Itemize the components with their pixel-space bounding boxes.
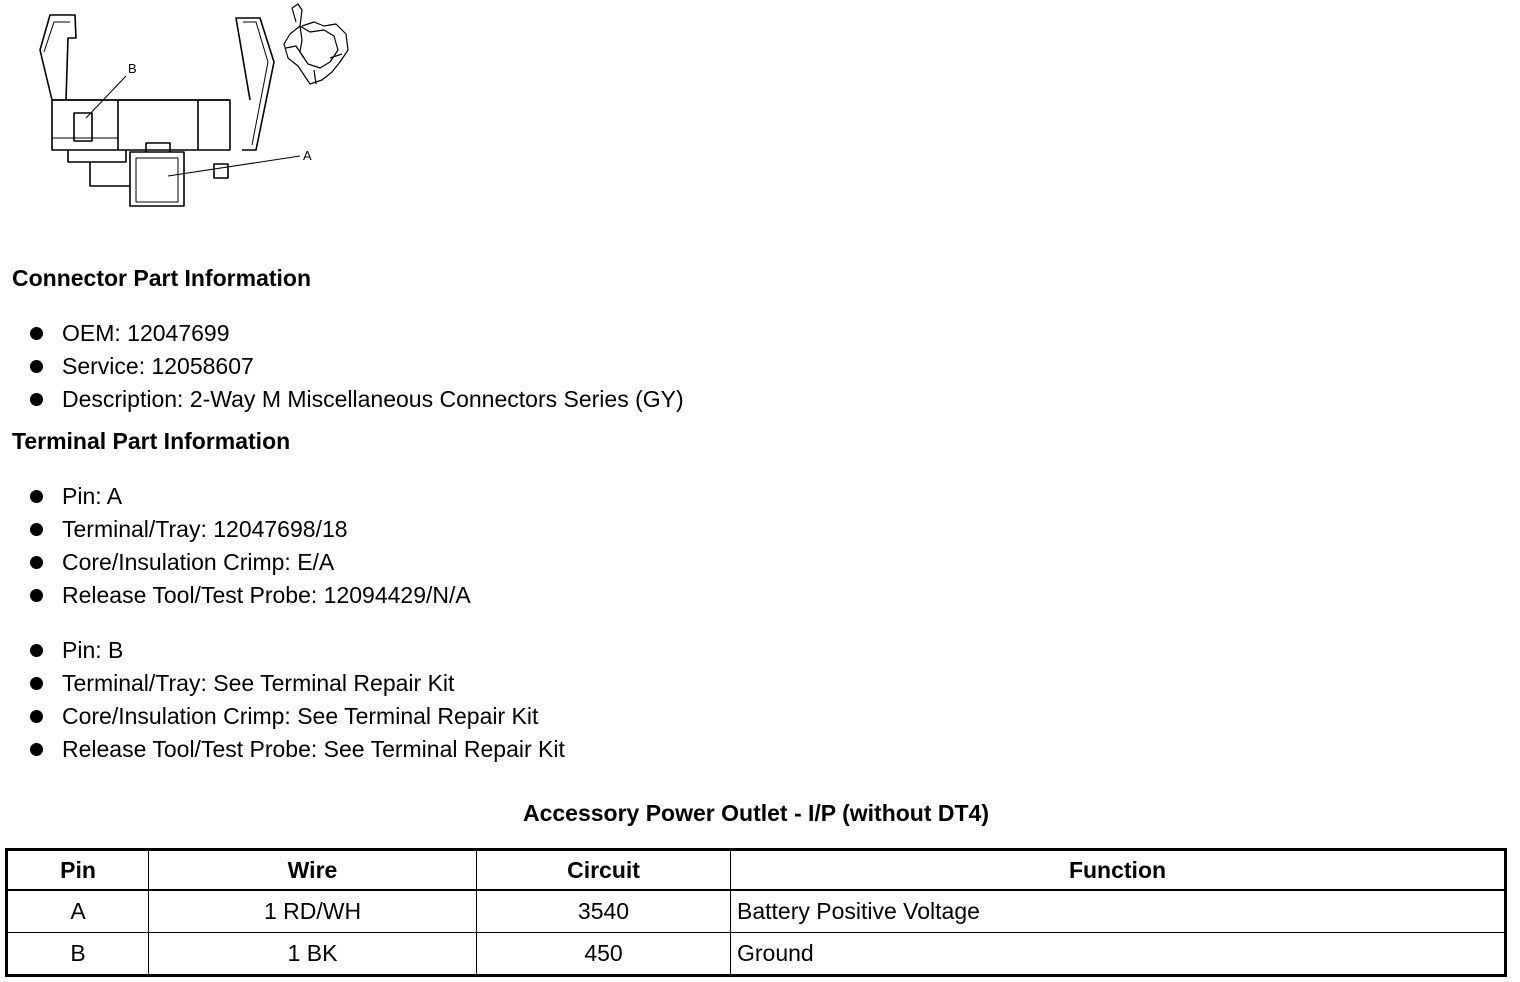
table-cell-wire: 1 BK: [149, 933, 477, 976]
list-item: Service: 12058607: [28, 350, 684, 383]
callout-b-leader: [86, 76, 126, 118]
callout-b-label: B: [128, 61, 137, 76]
connector-left-latch: [40, 15, 76, 100]
pinout-table: [5, 848, 1507, 977]
table-cell-pin: B: [7, 933, 149, 976]
table-cell-function: Battery Positive Voltage: [731, 890, 1506, 933]
list-item: Core/Insulation Crimp: See Terminal Repair Kit: [28, 700, 565, 733]
terminal-a-housing: [130, 152, 184, 206]
column-header-function: Function: [731, 850, 1506, 891]
table-cell-wire: 1 RD/WH: [149, 890, 477, 933]
callout-a-label: A: [303, 148, 312, 163]
table-cell-circuit: 3540: [477, 890, 731, 933]
connector-body: [52, 100, 230, 150]
list-item: Release Tool/Test Probe: 12094429/N/A: [28, 579, 471, 612]
list-item: Release Tool/Test Probe: See Terminal Repair Kit: [28, 733, 565, 766]
list-item: Description: 2-Way M Miscellaneous Connectors Series (GY): [28, 383, 684, 416]
list-item: Terminal/Tray: 12047698/18: [28, 513, 471, 546]
list-item: Pin: B: [28, 634, 565, 667]
column-header-wire: Wire: [149, 850, 477, 891]
connector-part-info-list: [28, 317, 684, 416]
list-item: Terminal/Tray: See Terminal Repair Kit: [28, 667, 565, 700]
terminal-pin-b-list: [28, 634, 565, 766]
pinout-table-title: Accessory Power Outlet - I/P (without DT4): [522, 800, 990, 826]
terminal-b-window: [74, 113, 92, 141]
terminal-part-info-heading: Terminal Part Information: [12, 428, 291, 454]
table-header-row: [7, 850, 1506, 891]
table-cell-circuit: 450: [477, 933, 731, 976]
list-item: Pin: A: [28, 480, 471, 513]
column-header-circuit: Circuit: [477, 850, 731, 891]
connector-thumbnail: [284, 4, 348, 84]
connector-diagram: [30, 0, 370, 215]
table-row: [7, 890, 1506, 933]
table-row: [7, 933, 1506, 976]
callout-a-leader: [168, 156, 300, 176]
column-header-pin: Pin: [7, 850, 149, 891]
terminal-pin-a-list: [28, 480, 471, 612]
list-item: Core/Insulation Crimp: E/A: [28, 546, 471, 579]
table-cell-function: Ground: [731, 933, 1506, 976]
table-cell-pin: A: [7, 890, 149, 933]
connector-part-info-heading: Connector Part Information: [12, 265, 312, 291]
list-item: OEM: 12047699: [28, 317, 684, 350]
